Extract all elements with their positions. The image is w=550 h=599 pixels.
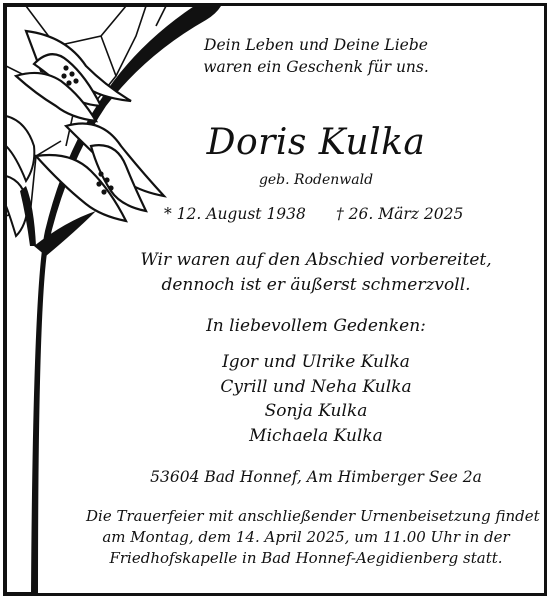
family-list xyxy=(116,350,516,448)
family-member: Michaela Kulka xyxy=(249,425,383,446)
birth-date: * 12. August 1938 xyxy=(164,205,306,223)
deceased-name: Doris Kulka xyxy=(206,122,426,163)
family-member: Igor und Ulrike Kulka xyxy=(222,352,410,372)
intro-verse xyxy=(116,34,516,78)
service-info xyxy=(86,506,540,569)
death-date: † 26. März 2025 xyxy=(336,205,464,223)
intro-line: waren ein Geschenk für uns. xyxy=(203,58,429,76)
service-line: am Montag, dem 14. April 2025, um 11.00 Uhr in der xyxy=(102,528,510,546)
family-member: Cyrill und Neha Kulka xyxy=(220,376,412,397)
address: 53604 Bad Honnef, Am Himberger See 2a xyxy=(150,468,482,486)
birth-name: geb. Rodenwald xyxy=(258,172,374,188)
obituary-text xyxy=(6,6,544,593)
obituary-frame xyxy=(3,3,547,596)
remembrance-heading: In liebevollem Gedenken: xyxy=(206,316,426,336)
service-line: Die Trauerfeier mit anschließender Urnenbeisetzung findet xyxy=(86,507,540,525)
quote-line: dennoch ist er äußerst schmerzvoll. xyxy=(161,275,471,295)
service-line: Friedhofskapelle in Bad Honnef-Aegidienberg statt. xyxy=(109,549,503,567)
quote xyxy=(116,248,516,298)
quote-line: Wir waren auf den Abschied vorbereitet, xyxy=(140,250,492,270)
intro-line: Dein Leben und Deine Liebe xyxy=(204,36,428,54)
family-member: Sonja Kulka xyxy=(264,401,368,421)
